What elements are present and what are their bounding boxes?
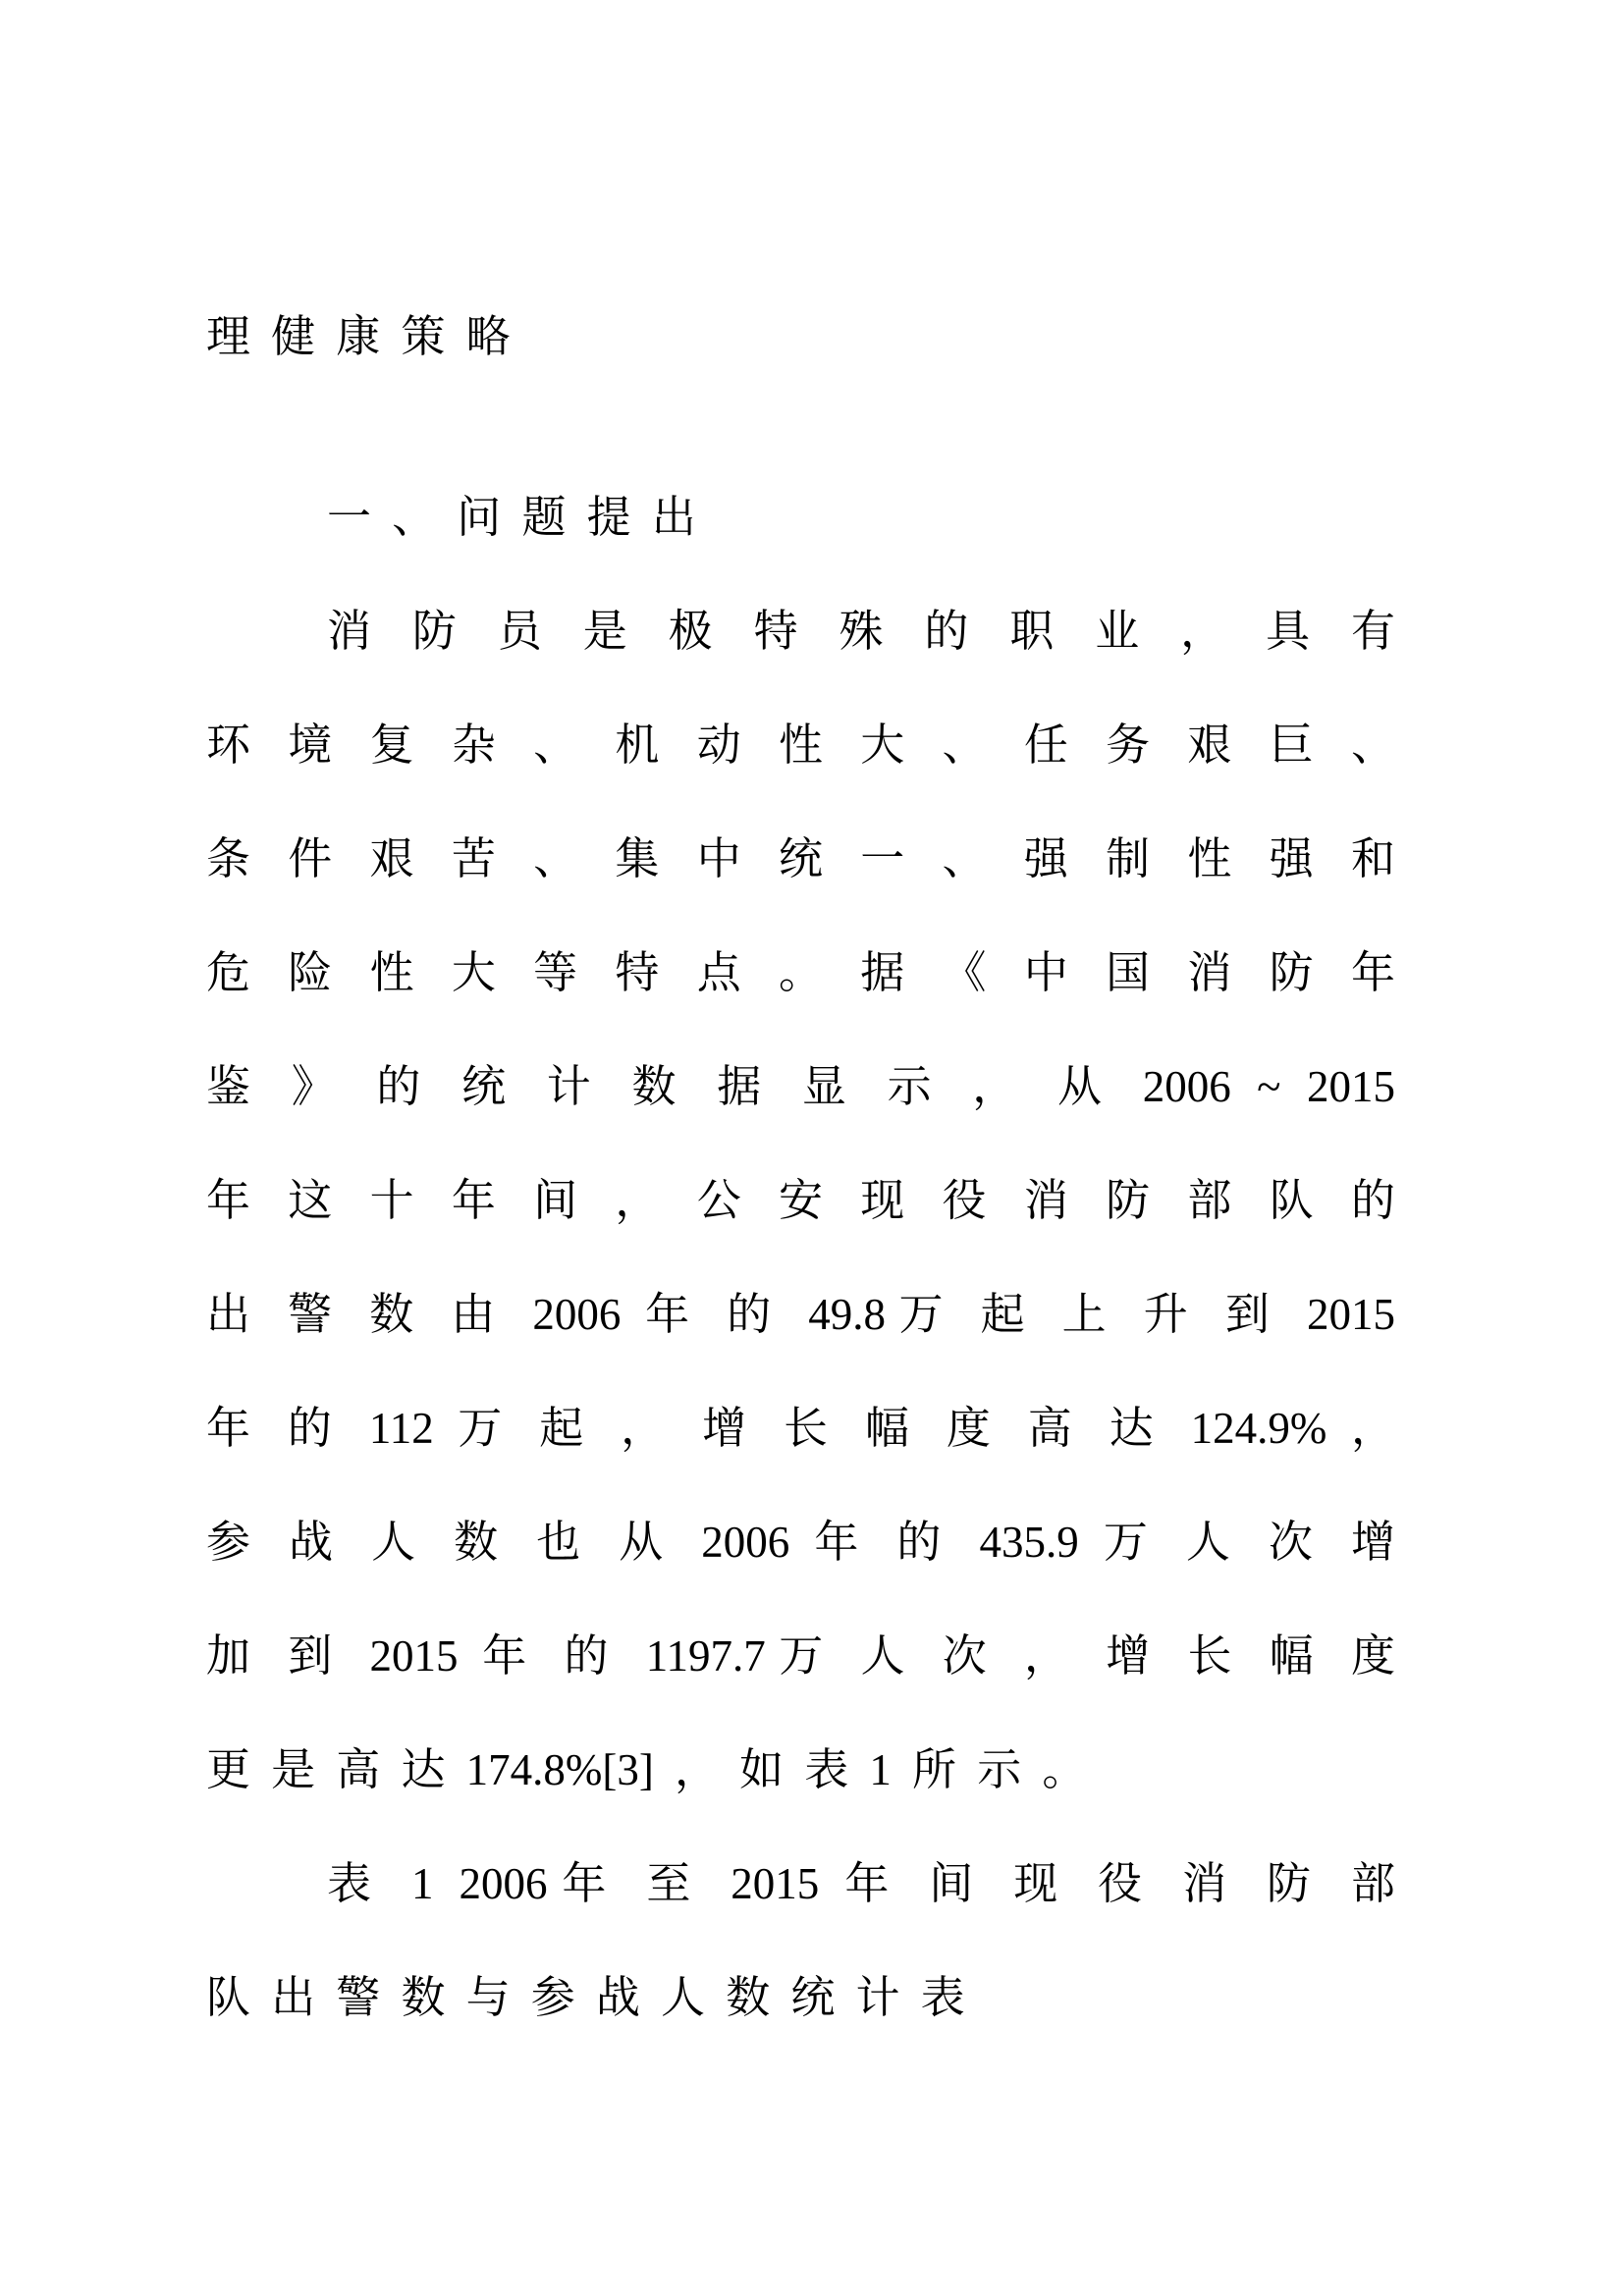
text-line: 出 警 数 由 2006 年 的 49.8万 起 上 升 到 2015 [206, 1290, 1395, 1339]
text-line: 消 防 员 是 极 特 殊 的 职 业 ， 具 有 [327, 607, 1395, 656]
text-line: 年 这 十 年 间 ， 公 安 现 役 消 防 部 队 的 [206, 1176, 1395, 1225]
text-line: 年 的 112 万 起 ， 增 长 幅 度 高 达 124.9% ， [206, 1404, 1395, 1453]
text-line: 危 险 性 大 等 特 点 。 据 《 中 国 消 防 年 [206, 948, 1395, 997]
text-line: 队 出 警 数 与 参 战 人 数 统 计 表 [206, 1973, 965, 2022]
text-line: 更 是 高 达 174.8%[3] ， 如 表 1 所 示 。 [206, 1745, 1087, 1794]
text-line: 参 战 人 数 也 从 2006 年 的 435.9 万 人 次 增 [206, 1518, 1395, 1567]
text-line: 环 境 复 杂 、 机 动 性 大 、 任 务 艰 巨 、 [206, 721, 1395, 770]
text-line: 加 到 2015 年 的 1197.7万 人 次 ， 增 长 幅 度 [206, 1631, 1395, 1681]
text-line: 条 件 艰 苦 、 集 中 统 一 、 强 制 性 强 和 [206, 834, 1395, 883]
section-heading: 一 、 问 题 提 出 [327, 493, 696, 542]
text-line: 鉴 》 的 统 计 数 据 显 示 ， 从 2006 ~ 2015 [206, 1062, 1395, 1111]
document-body [206, 280, 1395, 2055]
text-line: 表 1 2006年 至 2015 年 间 现 役 消 防 部 [327, 1859, 1395, 1908]
text-line: 理 健 康 策 略 [206, 312, 511, 361]
